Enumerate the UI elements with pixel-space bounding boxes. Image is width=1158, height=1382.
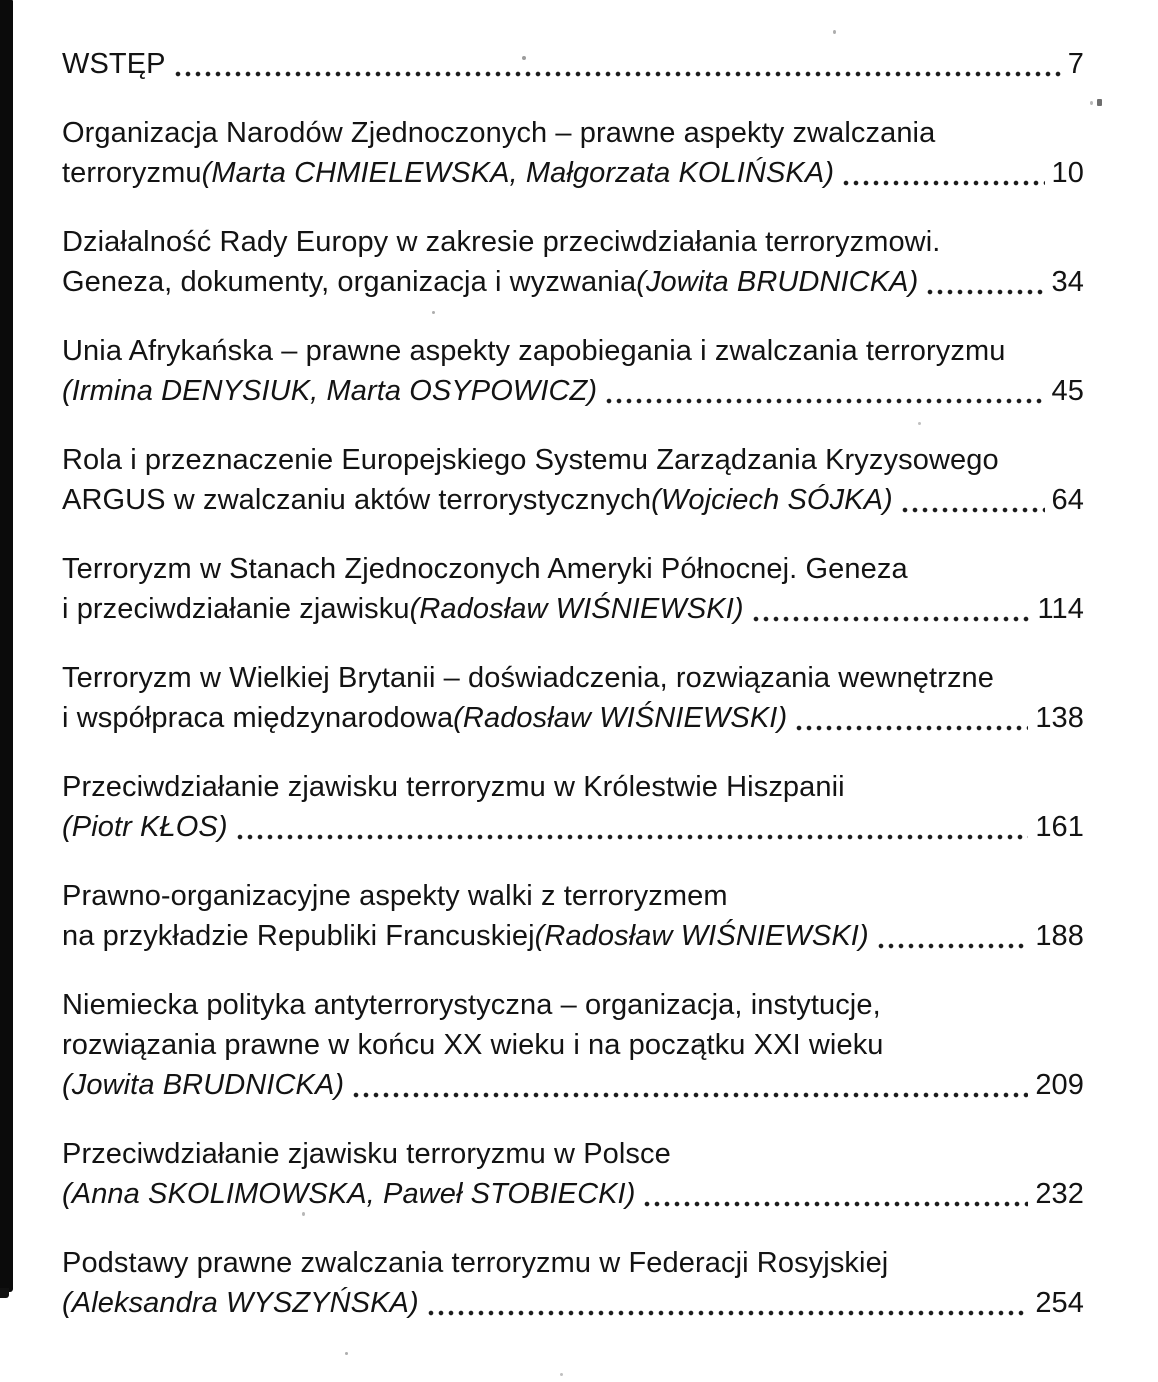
- page-number: 7: [1067, 48, 1084, 80]
- toc-entry: [62, 549, 1084, 629]
- toc-entry: [62, 1134, 1084, 1214]
- page-number: 64: [1051, 484, 1084, 516]
- toc-entry-title-line: Terroryzm w Stanach Zjednoczonych Ameryki Północnej. Geneza: [62, 553, 908, 585]
- toc-leader-line: [62, 589, 1084, 629]
- toc-entry-authors: (Jowita BRUDNICKA): [62, 1069, 345, 1101]
- toc-entry: [62, 113, 1084, 193]
- toc-entry: [62, 876, 1084, 956]
- dot-leader: [839, 153, 1044, 193]
- toc-leader-line: [62, 1283, 1084, 1323]
- toc-entry-authors: (Wojciech SÓJKA): [651, 484, 893, 516]
- page-number: 254: [1035, 1287, 1084, 1319]
- toc-leader-line: [62, 807, 1084, 847]
- dot-leader: [749, 589, 1031, 629]
- scan-speck: [345, 1352, 348, 1355]
- toc-leader-line: [62, 262, 1084, 302]
- toc-entry: [62, 440, 1084, 520]
- toc-entry-authors: (Aleksandra WYSZYŃSKA): [62, 1287, 419, 1319]
- toc-leader-line: [62, 480, 1084, 520]
- toc-entry-text: ARGUS w zwalczaniu aktów terrorystycznych: [62, 484, 652, 516]
- scan-speck: [1097, 99, 1102, 106]
- page-number: 34: [1051, 266, 1084, 298]
- toc-entry-text: Geneza, dokumenty, organizacja i wyzwania: [62, 266, 637, 298]
- toc-leader-line: [62, 698, 1084, 738]
- toc-entry-authors: (Anna SKOLIMOWSKA, Paweł STOBIECKI): [62, 1178, 636, 1210]
- toc-entry-text: terroryzmu: [62, 157, 202, 189]
- toc-entry-title-line: Rola i przeznaczenie Europejskiego Systemu Zarządzania Kryzysowego: [62, 444, 999, 476]
- toc-entry: [62, 658, 1084, 738]
- toc-entry-title-line: Przeciwdziałanie zjawisku terroryzmu w Polsce: [62, 1138, 671, 1170]
- toc-entry: [62, 1243, 1084, 1323]
- toc-leader-line: [62, 916, 1084, 956]
- dot-leader: [874, 916, 1029, 956]
- toc-entry-text: i przeciwdziałanie zjawisku: [62, 593, 410, 625]
- dot-leader: [349, 1065, 1028, 1105]
- scan-speck: [833, 30, 836, 34]
- toc-entry: [62, 985, 1084, 1105]
- page-number: 45: [1051, 375, 1084, 407]
- page-number: 114: [1037, 593, 1084, 625]
- toc-entry-authors: (Piotr KŁOS): [62, 811, 228, 843]
- toc-list: [62, 44, 1084, 1352]
- toc-entry-title-line: Podstawy prawne zwalczania terroryzmu w Federacji Rosyjskiej: [62, 1247, 889, 1279]
- dot-leader: [898, 480, 1045, 520]
- page-number: 232: [1035, 1178, 1084, 1210]
- toc-entry-title-line: Działalność Rady Europy w zakresie przeciwdziałania terroryzmowi.: [62, 226, 941, 258]
- dot-leader: [792, 698, 1028, 738]
- toc-entry: [62, 44, 1084, 84]
- toc-entry-title-line: Unia Afrykańska – prawne aspekty zapobiegania i zwalczania terroryzmu: [62, 335, 1006, 367]
- toc-entry-authors: (Irmina DENYSIUK, Marta OSYPOWICZ): [62, 375, 598, 407]
- dot-leader: [233, 807, 1029, 847]
- toc-leader-line: [62, 371, 1084, 411]
- toc-entry-authors: (Radosław WIŚNIEWSKI): [534, 920, 869, 952]
- toc-entry-text: i współpraca międzynarodowa: [62, 702, 454, 734]
- toc-entry: [62, 222, 1084, 302]
- toc-leader-line: [62, 1065, 1084, 1105]
- scan-speck: [1090, 101, 1093, 105]
- toc-entry-text: WSTĘP: [62, 48, 166, 80]
- page-number: 10: [1051, 157, 1084, 189]
- toc-entry-authors: (Radosław WIŚNIEWSKI): [409, 593, 744, 625]
- toc-entry: [62, 331, 1084, 411]
- dot-leader: [640, 1174, 1028, 1214]
- toc-entry-authors: (Radosław WIŚNIEWSKI): [453, 702, 788, 734]
- toc-leader-line: [62, 153, 1084, 193]
- scan-artifact-gutter-bar: [0, 0, 13, 1292]
- dot-leader: [923, 262, 1044, 302]
- toc-entry-authors: (Marta CHMIELEWSKA, Małgorzata KOLIŃSKA): [201, 157, 835, 189]
- toc-entry-authors: (Jowita BRUDNICKA): [636, 266, 919, 298]
- toc-entry-title-line: rozwiązania prawne w końcu XX wieku i na początku XXI wieku: [62, 1029, 884, 1061]
- toc-entry-title-line: Przeciwdziałanie zjawisku terroryzmu w Królestwie Hiszpanii: [62, 771, 845, 803]
- page-number: 188: [1035, 920, 1084, 952]
- toc-leader-line: [62, 44, 1084, 84]
- toc-entry-text: na przykładzie Republiki Francuskiej: [62, 920, 535, 952]
- scan-speck: [560, 1373, 563, 1376]
- page-number: 161: [1035, 811, 1084, 843]
- toc-entry-title-line: Organizacja Narodów Zjednoczonych – prawne aspekty zwalczania: [62, 117, 936, 149]
- dot-leader: [602, 371, 1044, 411]
- toc-leader-line: [62, 1174, 1084, 1214]
- toc-entry-title-line: Prawno-organizacyjne aspekty walki z terroryzmem: [62, 880, 728, 912]
- dot-leader: [171, 44, 1061, 84]
- page-number: 138: [1035, 702, 1084, 734]
- page-number: 209: [1035, 1069, 1084, 1101]
- toc-entry: [62, 767, 1084, 847]
- toc-entry-title-line: Terroryzm w Wielkiej Brytanii – doświadczenia, rozwiązania wewnętrzne: [62, 662, 995, 694]
- dot-leader: [424, 1283, 1029, 1323]
- toc-entry-title-line: Niemiecka polityka antyterrorystyczna – organizacja, instytucje,: [62, 989, 881, 1021]
